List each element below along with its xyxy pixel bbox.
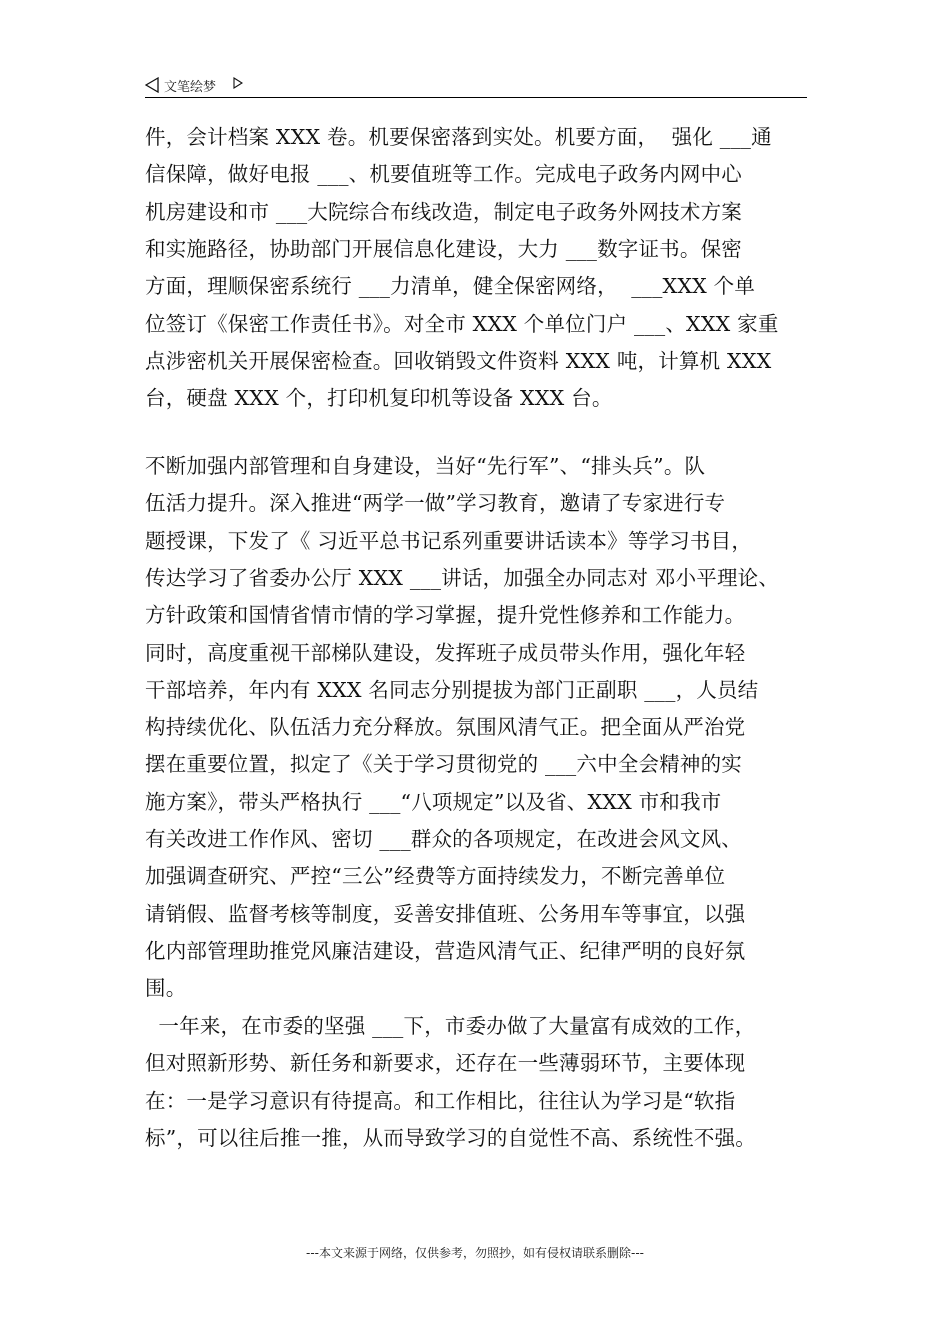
text-line: 但对照新形势、新任务和新要求，还存在一些薄弱环节，主要体现 [145, 1051, 746, 1076]
text-line: 方针政策和国情省情市情的学习掌握，提升党性修养和工作能力。 [145, 603, 746, 628]
page-header [145, 74, 807, 98]
text-line: 位签订《保密工作责任书》。对全市 XXX 个单位门户 ___、XXX 家重 [145, 311, 779, 336]
text-line: 施方案》，带头严格执行 ___“八项规定”以及省、XXX 市和我市 [145, 789, 722, 814]
text-line: 件，会计档案 XXX 卷。机要保密落到实处。机要方面， 强化 ___通 [145, 125, 772, 149]
text-line: 机房建设和市 ___大院综合布线改造，制定电子政务外网技术方案 [145, 199, 742, 224]
text-line: 台，硬盘 XXX 个，打印机复印机等设备 XXX 台。 [145, 386, 613, 411]
text-line: 方面，理顺保密系统行 ___力清单，健全保密网络， ___XXX 个单 [145, 274, 756, 299]
text-line: 一年来，在市委的坚强 ___下，市委办做了大量富有成效的工作， [145, 1014, 756, 1038]
text-line: 在：一是学习意识有待提高。和工作相比，往往认为学习是“软指 [145, 1088, 736, 1113]
text-line: 有关改进工作作风、密切 ___群众的各项规定，在改进会风文风、 [145, 827, 742, 851]
text-line: 构持续优化、队伍活力充分释放。氛围风清气正。把全面从严治党 [145, 715, 746, 740]
text-line: 干部培养，年内有 XXX 名同志分别提拔为部门正副职 ___，人员结 [145, 677, 759, 702]
text-line: 和实施路径，协助部门开展信息化建设，大力 ___数字证书。保密 [145, 236, 742, 261]
text-line: 题授课，下发了《 习近平总书记系列重要讲话读本》等学习书目， [145, 528, 753, 553]
text-line: 围。 [145, 976, 187, 1001]
text-line: 传达学习了省委办公厅 XXX ___讲话，加强全办同志对 邓小平理论、 [145, 565, 780, 590]
text-line: 摆在重要位置，拟定了《关于学习贯彻党的 ___六中全会精神的实 [145, 752, 742, 777]
triangle-right-icon [233, 77, 243, 89]
header-divider [145, 97, 807, 98]
text-line: 请销假、监督考核等制度，妥善安排值班、公务用车等事宜，以强 [145, 901, 746, 926]
triangle-left-icon [145, 77, 159, 93]
text-line: 化内部管理助推党风廉洁建设，营造风清气正、纪律严明的良好氛 [145, 938, 746, 963]
header-brand: 文笔绘梦 [164, 80, 217, 95]
text-line: 标”，可以往后推一推，从而导致学习的自觉性不高、系统性不强。 [145, 1125, 756, 1150]
text-line: 不断加强内部管理和自身建设，当好“先行军”、“排头兵”。队 [145, 454, 706, 478]
text-line: 加强调查研究、严控“三公”经费等方面持续发力，不断完善单位 [145, 864, 726, 889]
text-line: 信保障，做好电报 ___、机要值班等工作。完成电子政务内网中心 [145, 162, 742, 187]
text-line: 同时，高度重视干部梯队建设，发挥班子成员带头作用，强化年轻 [145, 640, 746, 665]
text-line: 点涉密机关开展保密检查。回收销毁文件资料 XXX 吨，计算机 XXX [145, 348, 772, 373]
text-line: 伍活力提升。深入推进“两学一做”学习教育，邀请了专家进行专 [145, 491, 726, 516]
footer-disclaimer: ---本文来源于网络，仅供参考，勿照抄，如有侵权请联系删除--- [306, 1246, 644, 1260]
